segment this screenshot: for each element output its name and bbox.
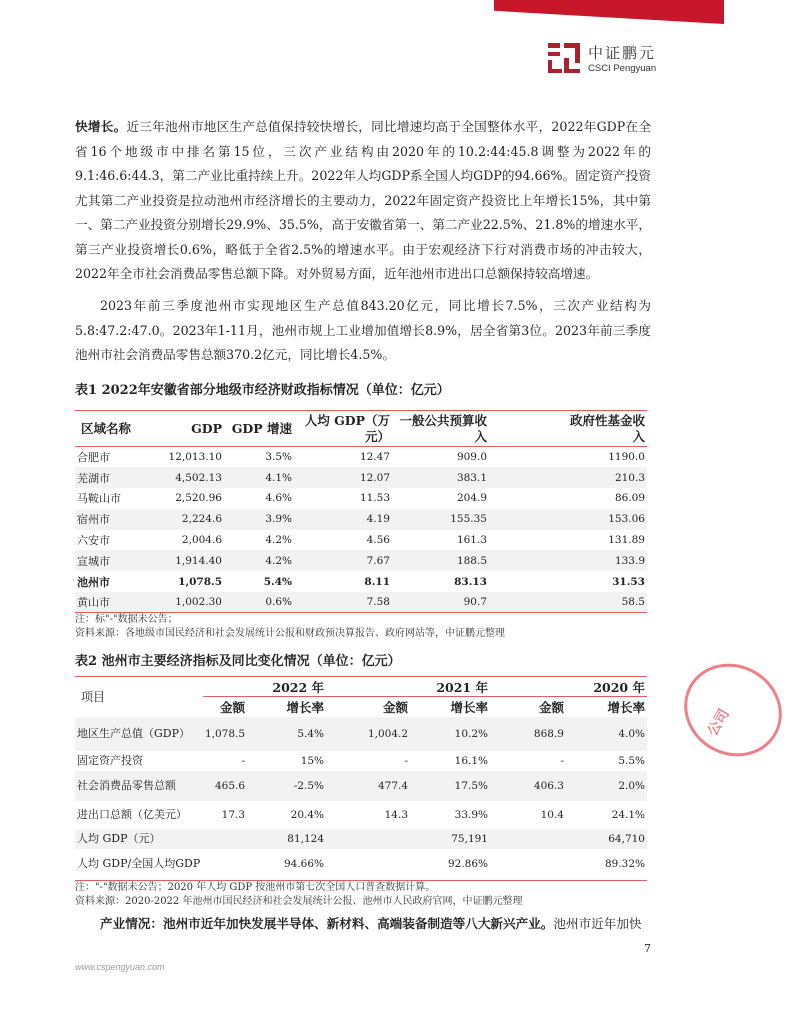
table-cell: 地区生产总值（GDP）	[77, 726, 191, 740]
col-header: 人均 GDP（万元）	[294, 411, 392, 447]
table-cell: 0.6%	[224, 592, 294, 613]
logo-mark-icon	[548, 43, 580, 73]
table-cell: 4.0%	[618, 727, 645, 740]
table-cell: 1190.0	[608, 451, 645, 464]
table-cell	[203, 829, 247, 849]
table-cell: 153.06	[608, 513, 645, 526]
table-cell: 12.47	[359, 451, 390, 464]
table-row	[75, 550, 647, 571]
table-row	[75, 530, 647, 551]
table-cell	[490, 849, 566, 881]
table-cell: 86.09	[614, 492, 645, 505]
col-header: GDP 增速	[224, 411, 294, 447]
table-cell: 2.0%	[618, 779, 645, 792]
table-cell: 合肥市	[77, 451, 110, 465]
sub-header: 金额	[220, 699, 246, 715]
table-cell: 5.4%	[263, 575, 292, 588]
paragraph-lead: 产业情况：池州市近年加快发展半导体、新材料、高端装备制造等八大新兴产业。	[100, 916, 554, 931]
table-cell: 黄山市	[75, 592, 160, 613]
sub-header: 金额	[383, 699, 409, 715]
table-cell: 11.53	[359, 492, 390, 505]
table-cell: 204.9	[456, 492, 487, 505]
col-header: GDP	[160, 411, 224, 447]
table2-note: 注："-"数据未公告；2020 年人均 GDP 按池州市第七次全国人口普查数据计算。	[75, 882, 436, 893]
company-logo	[548, 42, 656, 74]
table-cell: 33.9%	[454, 808, 488, 821]
table-cell: 池州市	[77, 575, 110, 589]
table-row	[75, 447, 647, 468]
table1-caption: 表1 2022年安徽省部分地级市经济财政指标情况（单位：亿元）	[75, 383, 450, 398]
logo-en: CSCI Pengyuan	[588, 63, 657, 74]
table-cell: 4.6%	[265, 492, 292, 505]
page-number: 7	[644, 942, 651, 955]
table-cell: 1,002.30	[160, 592, 224, 613]
table-cell: 909.0	[456, 451, 487, 464]
table-cell: 马鞍山市	[77, 492, 121, 506]
table-row	[75, 801, 647, 829]
table-cell: 社会消费品零售总额	[77, 778, 176, 792]
table-cell: 7.67	[366, 554, 390, 567]
table-row	[75, 717, 647, 751]
paragraph-economy	[75, 115, 651, 287]
table-cell: 89.32%	[566, 849, 647, 881]
paragraph-industry	[75, 912, 651, 937]
table2-caption: 表2 池州市主要经济指标及同比变化情况（单位：亿元）	[75, 654, 401, 669]
table-cell: 17.3	[221, 808, 246, 821]
table-cell: 90.7	[392, 592, 489, 613]
sub-header: 金额	[538, 699, 564, 715]
table-cell: 2,004.6	[181, 534, 222, 547]
table-cell: 161.3	[456, 534, 487, 547]
col-header: 一般公共预算收入	[392, 411, 489, 447]
table-row	[75, 467, 647, 488]
table-cell: 406.3	[533, 779, 564, 792]
year-header: 2020 年	[490, 677, 647, 697]
table-cell: -2.5%	[293, 779, 325, 792]
table-cell: 3.9%	[265, 513, 292, 526]
col-header: 政府性基金收入	[489, 411, 647, 447]
table-cell: 58.5	[489, 592, 647, 613]
table1-source: 资料来源：各地级市国民经济和社会发展统计公报和财政预决算报告、政府网站等，中证鹏元整理	[75, 628, 505, 639]
paragraph-text: 近三年池州市地区生产总值保持较快增长，同比增速均高于全国整体水平，2022年GDP在全省16个地级市中排名第15位，三次产业结构由2020年的10.2:44:45.8调整为2022年的9.1:46.6:44.3，第二产业比重持续上升。2022年人均GDP系全国人均GDP的94.66%。固定资产投资尤其第二产业投资是拉动池州市经济增长的主要动力，2022年固定资产投资比上年增长15%，其中第一、第二产业投资分别增长29.9%、35.5%，高于安徽省第一、第二产业22.5%、21.8%的增速水平，第三产业投资增长0.6%，略低于全省2.5%的增速水平。由于宏观经济下行对消费市场的冲击较大，2022年全市社会消费品零售总额下降。对外贸易方面，近年池州市进出口总额保持较高增速。	[75, 119, 652, 281]
paragraph-2023: 2023年前三季度池州市实现地区生产总值843.20亿元，同比增长7.5%，三次产业结构为5.8:47.2:47.0。2023年1-11月，池州市规上工业增加值增长8.9%，居全省第3位。2023年前三季度池州市社会消费品零售总额370.2亿元，同比增长4.5%。	[75, 298, 651, 362]
table-cell: 5.5%	[618, 754, 645, 767]
table-cell: 383.1	[456, 471, 487, 484]
table-cell: 人均 GDP（元）	[77, 831, 161, 845]
table-cell: 133.9	[614, 554, 645, 567]
table-cell: 868.9	[533, 727, 564, 740]
table-cell: 31.53	[612, 575, 645, 588]
table-cell: 1,078.5	[178, 575, 222, 588]
table-cell: 94.66%	[247, 849, 326, 881]
table-cell: 3.5%	[265, 451, 292, 464]
table-cell	[326, 849, 410, 881]
table-cell: 14.3	[384, 808, 409, 821]
paragraph-text: 池州市近年加快	[553, 916, 642, 931]
table-cell: -	[404, 754, 409, 767]
table-cell: 1,078.5	[204, 727, 246, 740]
table-cell: 1,004.2	[367, 727, 409, 740]
seal-stamp: 公司	[667, 646, 799, 774]
table-cell: -	[560, 754, 564, 767]
table-cell: 4.2%	[265, 534, 292, 547]
table-cell: 2,520.96	[175, 492, 222, 505]
footer-url[interactable]: www.cspengyuan.com	[75, 962, 165, 972]
table-row	[75, 829, 647, 849]
table-cell: -	[241, 754, 246, 767]
table-cell: 进出口总额（亿美元）	[77, 807, 187, 821]
table1	[75, 410, 647, 613]
table-cell: 17.5%	[454, 779, 488, 792]
sub-header: 增长率	[607, 699, 645, 715]
header-banner	[494, 0, 724, 24]
table-cell: 477.4	[377, 779, 409, 792]
year-header: 2022 年	[203, 677, 326, 697]
table-cell	[326, 829, 410, 849]
table-cell: 2,224.6	[181, 513, 222, 526]
table-cell: 210.3	[614, 471, 645, 484]
table-cell: 75,191	[451, 832, 488, 845]
table-row	[75, 592, 647, 613]
table-cell: 155.35	[450, 513, 487, 526]
table-cell: 10.4	[540, 808, 564, 821]
table-cell: 188.5	[456, 554, 487, 567]
paragraph-lead: 快增长。	[75, 119, 127, 134]
col-header: 区域名称	[75, 411, 160, 447]
table-cell: 12.07	[359, 471, 390, 484]
table-cell: 92.86%	[410, 849, 490, 881]
table-cell: 5.4%	[297, 727, 325, 740]
table-cell: 宿州市	[77, 513, 110, 527]
table-cell: 12,013.10	[168, 451, 222, 464]
table-cell: 15%	[300, 754, 325, 767]
table-cell: 4.56	[366, 534, 390, 547]
table-row	[75, 509, 647, 530]
table-cell: 10.2%	[454, 727, 488, 740]
table-cell: 芜湖市	[77, 471, 110, 485]
year-header: 2021 年	[326, 677, 490, 697]
table2-source: 资料来源：2020-2022 年池州市国民经济和社会发展统计公报、池州市人民政府官网，中证鹏元整理	[75, 896, 523, 907]
table-cell: 24.1%	[611, 808, 645, 821]
table-cell: 7.58	[294, 592, 392, 613]
table-cell: 16.1%	[454, 754, 488, 767]
table-row	[75, 571, 647, 592]
table-cell: 465.6	[214, 779, 246, 792]
table-cell: 83.13	[454, 575, 487, 588]
table-cell: 4.1%	[265, 471, 292, 484]
table-cell	[490, 829, 566, 849]
logo-cn: 中证鹏元	[588, 44, 657, 62]
table-row	[75, 771, 647, 801]
table-row	[75, 849, 647, 881]
table1-note: 注：标"-"数据未公告；	[75, 614, 178, 625]
table-cell: 4,502.13	[175, 471, 222, 484]
table-cell: 4.2%	[265, 554, 292, 567]
item-header: 项目	[75, 677, 203, 717]
table-cell: 六安市	[77, 534, 110, 548]
table-cell: 131.89	[608, 534, 645, 547]
table-row	[75, 488, 647, 509]
table-cell: 4.19	[366, 513, 390, 526]
table-cell: 固定资产投资	[77, 753, 143, 767]
sub-header: 增长率	[450, 699, 488, 715]
sub-header: 增长率	[286, 699, 325, 715]
table-cell: 人均 GDP/全国人均GDP	[75, 849, 203, 881]
table-cell: 20.4%	[290, 808, 325, 821]
table2	[75, 676, 647, 881]
table-cell: 宣城市	[77, 554, 110, 568]
table-cell: 8.11	[364, 575, 390, 588]
table-cell	[203, 849, 247, 881]
table-row	[75, 751, 647, 771]
table-cell: 81,124	[287, 832, 325, 845]
table-cell: 1,914.40	[175, 554, 222, 567]
table-cell: 64,710	[608, 832, 645, 845]
